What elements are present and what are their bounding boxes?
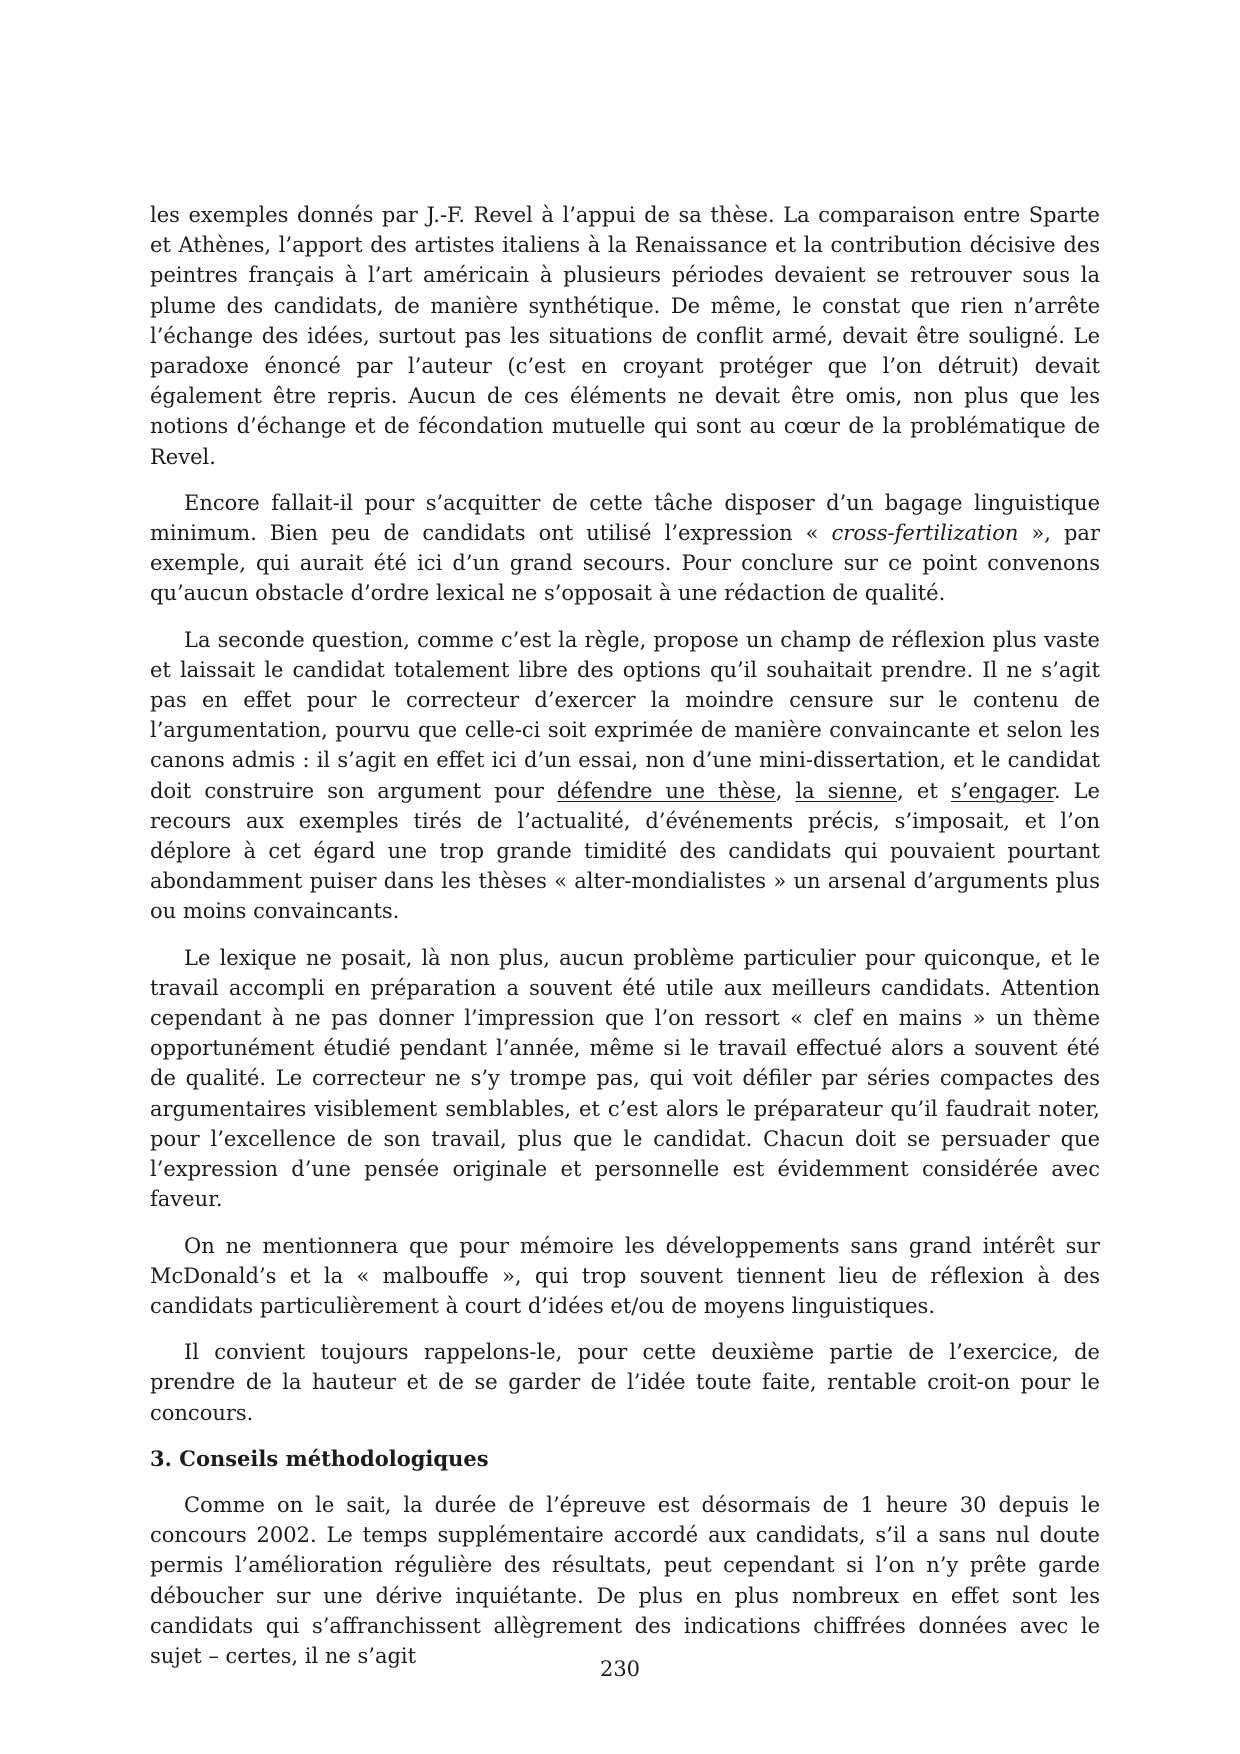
paragraph-reminder: Il convient toujours rappelons-le, pour cette deuxième partie de l’exercice, de prendre de la hauteur et de se garder de l’idée toute faite, rentable croit-on pour le concours. [150, 1340, 1100, 1425]
underlined-phrase: s’engager [950, 778, 1054, 803]
underlined-phrase: la sienne [795, 778, 898, 803]
text-run: , [775, 778, 796, 803]
paragraph-lexical-baggage [150, 488, 1100, 609]
text-run: », par exemple, qui aurait été ici d’un grand secours. Pour conclure sur ce point convenons qu’aucun obstacle d’ordre lexical ne s’opposait à une rédaction de qualité. [150, 521, 1100, 606]
underlined-phrase: défendre une thèse [556, 778, 776, 803]
text-run: , et [897, 778, 951, 803]
paragraph-lexicon: Le lexique ne posait, là non plus, aucun problème particulier pour quiconque, et le travail accompli en préparation a souvent été utile aux meilleurs candidats. Attention cependant à ne pas donner l’impression que l’on ressort « clef en mains » un thème opportunément étudié pendant l’année, même si le travail effectué alors a souvent été de qualité. Le correcteur ne s’y trompe pas, qui voit défiler par séries compactes des argumentaires visiblement semblables, et c’est alors le préparateur qu’il faudrait noter, pour l’excellence de son travail, plus que le candidat. Chacun doit se persuader que l’expression d’une pensée originale et personnelle est évidemment considérée avec faveur. [150, 945, 1100, 1212]
paragraph-revel-examples: les exemples donnés par J.-F. Revel à l’appui de sa thèse. La comparaison entre Sparte et Athènes, l’apport des artistes italiens à la Renaissance et la contribution décisive des peintres français à l’art américain à plusieurs périodes devaient se retrouver sous la plume des candidats, de manière synthétique. De même, le constat que rien n’arrête l’échange des idées, surtout pas les situations de conflit armé, devait être souligné. Le paradoxe énoncé par l’auteur (c’est en croyant protéger que l’on détruit) devait également être repris. Aucun de ces éléments ne devait être omis, non plus que les notions d’échange et de fécondation mutuelle qui sont au cœur de la problématique de Revel. [150, 203, 1100, 469]
paragraph-mcdonalds: On ne mentionnera que pour mémoire les développements sans grand intérêt sur McDonald’s et la « malbouffe », qui trop souvent tiennent lieu de réflexion à des candidats particulièrement à court d’idées et/ou de moyens linguistiques. [150, 1233, 1100, 1318]
section-heading: 3. Conseils méthodologiques [150, 1445, 489, 1471]
text-run: . Le recours aux exemples tirés de l’actualité, d’événements précis, s’imposait, et l’on déplore à cet égard une trop grande timidité des candidats qui pouvaient pourtant abondamment puiser dans les thèses « alter-mondialistes » un arsenal d’arguments plus ou moins convaincants. [150, 778, 1100, 924]
paragraph-second-question [150, 625, 1100, 927]
text-run: La seconde question, comme c’est la règle, propose un champ de réflexion plus vaste et laissait le candidat totalement libre des options qu’il souhaitait prendre. Il ne s’agit pas en effet pour le correcteur d’exercer la moindre censure sur le contenu de l’argumentation, pourvu que celle-ci soit exprimée de manière convaincante et selon les canons admis : il s’agit en effet ici d’un essai, non d’une mini-dissertation, et le candidat doit construire son argument pour [150, 627, 1100, 803]
page-body [150, 200, 1100, 1671]
page-number: 230 [599, 1657, 641, 1681]
text-run: Encore fallait-il pour s’acquitter de cette tâche disposer d’un bagage linguistique minimum. Bien peu de candidats ont utilisé l’expression « [150, 490, 1100, 546]
italic-term: cross-fertilization [831, 521, 1019, 546]
paragraph-methodology: Comme on le sait, la durée de l’épreuve est désormais de 1 heure 30 depuis le concours 2002. Le temps supplémentaire accordé aux candidats, s’il a sans nul doute permis l’amélioration régulière des résultats, peut cependant si l’on n’y prête garde déboucher sur une dérive inquiétante. De plus en plus nombreux en effet sont les candidats qui s’affranchissent allègrement des indications chiffrées données avec le sujet – certes, il ne s’agit [150, 1492, 1100, 1668]
